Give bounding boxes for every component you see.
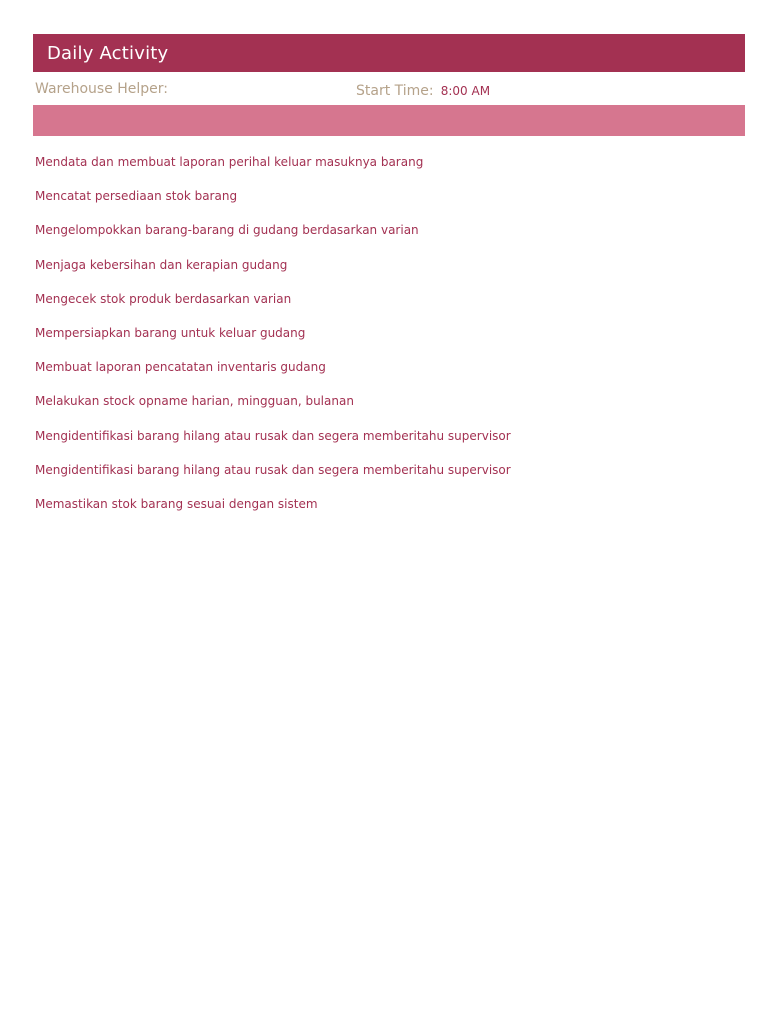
start-time-value: 8:00 AM <box>440 84 491 98</box>
task-item: Mengecek stok produk berdasarkan varian <box>35 291 292 306</box>
section-band <box>33 105 745 136</box>
warehouse-helper-label: Warehouse Helper: <box>35 81 169 97</box>
task-item: Mendata dan membuat laporan perihal keluar masuknya barang <box>35 155 424 169</box>
task-item: Memastikan stok barang sesuai dengan sistem <box>35 496 318 511</box>
page-title: Daily Activity <box>47 42 169 64</box>
task-item: Mengelompokkan barang-barang di gudang berdasarkan varian <box>35 223 419 238</box>
task-item: Mempersiapkan barang untuk keluar gudang <box>35 325 306 340</box>
start-time-label: Start Time: <box>356 83 434 99</box>
task-list <box>35 152 745 528</box>
task-item: Mengidentifikasi barang hilang atau rusak dan segera memberitahu supervisor <box>35 462 511 477</box>
task-item: Membuat laporan pencatatan inventaris gudang <box>35 360 326 375</box>
task-item: Menjaga kebersihan dan kerapian gudang <box>35 257 288 272</box>
task-item: Mengidentifikasi barang hilang atau rusak dan segera memberitahu supervisor <box>35 428 511 443</box>
task-item: Melakukan stock opname harian, mingguan, bulanan <box>35 394 354 409</box>
task-item: Mencatat persediaan stok barang <box>35 189 238 204</box>
info-row <box>35 80 745 100</box>
title-bar <box>33 34 745 72</box>
start-time-group <box>356 80 490 99</box>
